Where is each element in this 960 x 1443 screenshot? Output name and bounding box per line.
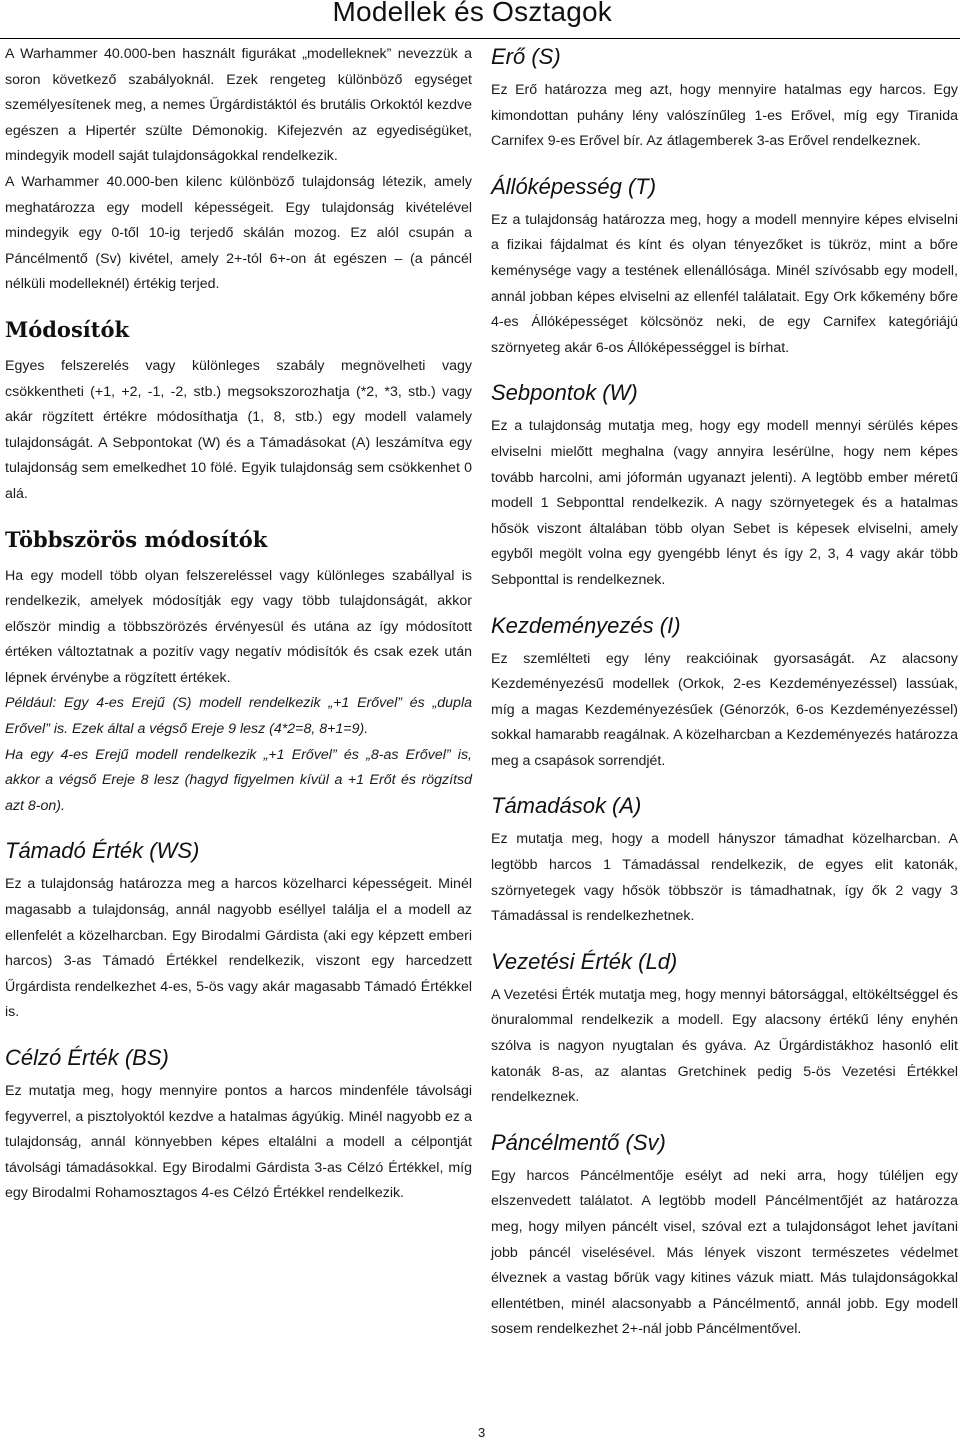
a-text: Ez mutatja meg, hogy a modell hányszor támadhat közelharcban. A legtöbb harcos 1 Támadással rendelkezik, de egyes elit katonák, szörnyetegek vagy hősök többször is támadhatnak, így ők 2 vagy 3 Támadással is rendelkezhetnek. bbox=[491, 831, 958, 925]
s-heading: Erő (S) bbox=[491, 44, 561, 69]
i-text: Ez szemlélteti egy lény reakcióinak gyorsaságát. Az alacsony Kezdeményezésű modellek (Orkok, 2-es Kezdeményezéssel) lassúak, míg a magas Kezdeményezésűek (Génorzók, 6-os Kezdeményezéssel) sokkal hamarabb reagálnak. A közelharcban a Kezdeményezés határozza meg a csapások sorrendjét. bbox=[491, 650, 958, 769]
page-title: Modellek és Osztagok bbox=[332, 0, 612, 27]
ws-text: Ez a tulajdonság határozza meg a harcos közelharci képességeit. Minél magasabb a tulajdonság, annál nagyobb eséllyel találja el a modell az ellenfelét a közelharcban. Egy Birodalmi Gárdista (aki egy képzett emberi harcos) 3-as Támadó Értékkel rendelkezik, viszont egy harcedzett Űrgárdista rendelkezhet 4-es, 5-ös vagy akár magasabb Támadó Értékkel is. bbox=[5, 876, 472, 1021]
multiple-modifiers-heading: Többszörös módosítók bbox=[5, 526, 268, 552]
multiple-modifiers-text: Ha egy modell több olyan felszereléssel vagy különleges szabállyal is rendelkezik, amelyek módosítják egy vagy több tulajdonságát, akkor először mindig a többszörözés érvényesül és utána az így módosított értéken változtatnak a pozitív vagy negatív módisítók és csak ezek után lépnek érvénybe a rögzített értékek. bbox=[5, 567, 472, 686]
example-2: Ha egy 4-es Erejű modell rendelkezik „+1 Erővel” és „8-as Erővel” is, akkor a végső Ereje 8 lesz (hagyd figyelmen kívül a +1 Erőt és rögzítsd azt 8-on). bbox=[5, 746, 472, 814]
bs-text: Ez mutatja meg, hogy mennyire pontos a harcos mindenféle távolsági fegyverrel, a pisztolyoktól kezdve a hatalmas ágyúkig. Minél nagyobb ez a tulajdonság, annál könnyebben képes eltalálni a modell a célpontját távolsági támadásokkal. Egy Birodalmi Gárdista 3-as Célzó Értékkel, míg egy Birodalmi Rohamosztagos 4-es Célzó Értékkel rendelkezik. bbox=[5, 1083, 472, 1202]
bs-heading: Célzó Érték (BS) bbox=[5, 1045, 169, 1070]
modifiers-heading: Módosítók bbox=[5, 316, 130, 342]
intro-paragraph-1: A Warhammer 40.000-ben használt figurákat „modelleknek” nevezzük a soron következő szabályoknál. Ezek rengeteg különböző egységet személyesítenek meg, a nemes Űrgárdistáktól és brutális Orkoktól kezdve egészen a Hipertér szülte Démonokig. Kifejezvén az egyediségüket, mindegyik modell saját tulajdonságokkal rendelkezik. bbox=[5, 46, 472, 165]
modifiers-text: Egyes felszerelés vagy különleges szabály megnövelheti vagy csökkentheti (+1, +2, -1, -2, stb.) megsokszorozhatja (*2, *3, stb.) vagy akár rögzített értékre módosíthatja (1, 8, stb.) egy modell valamely tulajdonságát. A Sebpontokat (W) és a Támadásokat (A) leszámítva egy tulajdonság sem emelkedhet 10 fölé. Egyik tulajdonság sem csökkenhet 0 alá. bbox=[5, 357, 472, 502]
ld-text: A Vezetési Érték mutatja meg, hogy mennyi bátorsággal, eltökéltséggel és önuralommal rendelkezik a modell. Egy alacsony értékű lény enyhén szólva is nagyon nyugtalan és gyáva. Az Űrgárdistákhoz hasonló elit katonák 8-as, az alantas Gretchinek pedig 5-ös Vezetési Értékkel rendelkeznek. bbox=[491, 986, 958, 1106]
i-heading: Kezdeményezés (I) bbox=[491, 612, 681, 638]
sv-text: Egy harcos Páncélmentője esélyt ad neki arra, hogy túléljen egy elszenvedett találatot. A legtöbb modell Páncélmentőjét az határozza meg, hogy milyen páncélt visel, szóval ezt a tulajdonságot lehet javítani jobb páncél viselésével. Más lények viszont természetes védelmet élveznek a vastag bőrük vagy kitines vázuk miatt. Más tulajdonságokkal ellentétben, minél alacsonyabb a Páncélmentő, annál jobb. Egy modell sosem rendelkezhet 2+-nál jobb Páncélmentővel. bbox=[491, 1167, 958, 1338]
ws-heading: Támadó Érték (WS) bbox=[5, 838, 200, 864]
left-column bbox=[5, 42, 472, 1207]
intro-paragraph-2: A Warhammer 40.000-ben kilenc különböző tulajdonság létezik, amely meghatározza egy modell képességeit. Egy tulajdonság kivételével mindegyik egy 0-től 10-ig terjedő skálán mozog. Ez alól csupán a Páncélmentő (Sv) kivétel, amely 2+-tól 6+-on át egészen – (a páncél nélküli modelleknél) értékig terjed. bbox=[5, 173, 472, 293]
sv-heading: Páncélmentő (Sv) bbox=[491, 1129, 666, 1155]
w-heading: Sebpontok (W) bbox=[491, 380, 638, 406]
a-heading: Támadások (A) bbox=[491, 793, 642, 819]
page-header bbox=[0, 0, 960, 39]
w-text: Ez a tulajdonság mutatja meg, hogy egy modell mennyi sérülés képes elviselni mielőtt meghalna (vagy annyira lesérülne, hogy nem képes tovább harcolni, ami jóformán ugyanazt jelenti). A legtöbb ember méretű modell 1 Sebponttal rendelkezik. A nagy szörnyetegek és a hatalmas hősök viszont általában több olyan Sebet is képesek elviselni, amely egyből megölt volna egy gyengébb lényt és így 2, 3, 4 vagy akár több Sebponttal is rendelkeznek. bbox=[491, 418, 958, 588]
t-text: Ez a tulajdonság határozza meg, hogy a modell mennyire képes elviselni a fizikai fájdalmat és kínt és olyan tényezőket is tükröz, mint a bőre keménysége vagy a testének ellenállósága. Minél szívósabb egy modell, annál jobban képes elviselni az ellenfél találatait. Egy Ork kőkemény bőre 4-es Állóképességet kölcsönöz neki, de egy Carnifex kategóriájú szörnyeteg akár 6-os Állóképességgel is bírhat. bbox=[491, 211, 958, 356]
ld-heading: Vezetési Érték (Ld) bbox=[491, 948, 678, 974]
s-text: Ez Erő határozza meg azt, hogy mennyire hatalmas egy harcos. Egy kimondottan puhány lény valószínűleg 1-es Erővel, míg egy Tiranida Carnifex 9-es Erővel bír. Az átlagemberek 3-as Erővel rendelkeznek. bbox=[491, 82, 958, 150]
t-heading: Állóképesség (T) bbox=[491, 173, 657, 199]
example-1: Például: Egy 4-es Erejű (S) modell rendelkezik „+1 Erővel” és „dupla Erővel” is. Ezek által a végső Ereje 9 lesz (4*2=8, 8+1=9). bbox=[5, 695, 472, 738]
page-number: 3 bbox=[478, 1425, 486, 1440]
right-column bbox=[491, 42, 958, 1343]
